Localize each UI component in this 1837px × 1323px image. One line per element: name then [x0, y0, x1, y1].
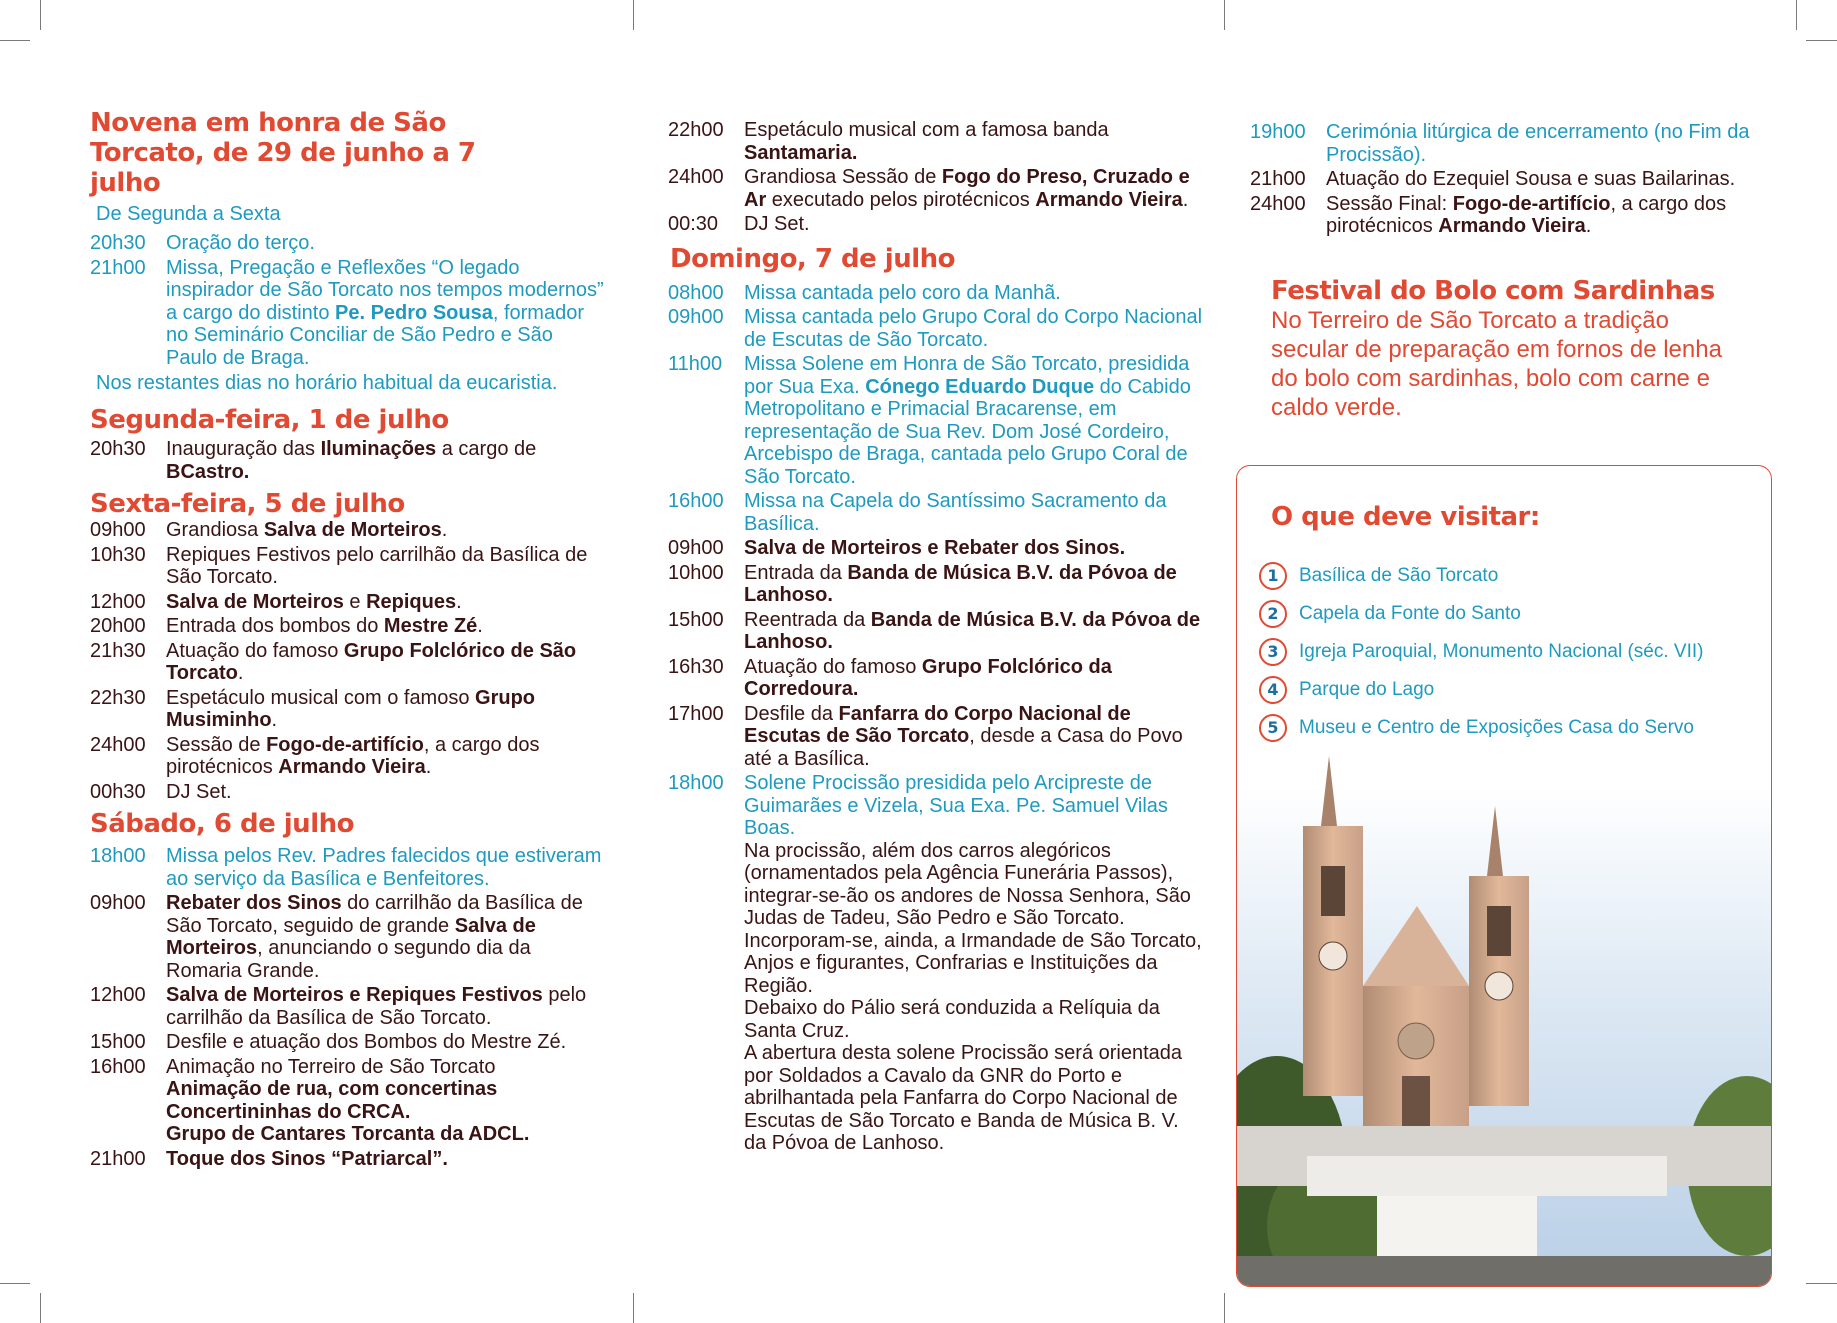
- schedule-row: [668, 537, 1203, 560]
- schedule-row: [90, 591, 605, 614]
- description: Rebater dos Sinos do carrilhão da Basílica de São Torcato, seguido de grande Salva de Morteiros, anunciando o segundo dia da Romaria Grande.: [166, 892, 583, 982]
- time: 21h00: [90, 1147, 146, 1170]
- festival-text: No Terreiro de São Torcato a tradição secular de preparação em fornos de lenha do bolo com sardinhas, bolo com carne e caldo verde.: [1271, 307, 1722, 421]
- description: Entrada dos bombos do Mestre Zé.: [166, 615, 483, 637]
- novena-note: Nos restantes dias no horário habitual da eucaristia.: [96, 372, 558, 394]
- crop-mark: [1806, 1283, 1837, 1284]
- time: 17h00: [668, 702, 724, 725]
- fold-mark: [633, 1293, 634, 1323]
- description: Atuação do famoso Grupo Folclórico da Corredoura.: [744, 655, 1112, 700]
- place-label: Capela da Fonte do Santo: [1299, 603, 1521, 624]
- description: Espetáculo musical com o famoso Grupo Musiminho.: [166, 686, 536, 731]
- schedule-row: [90, 519, 605, 542]
- domingo-title: Domingo, 7 de julho: [670, 243, 956, 274]
- place-label: Basílica de São Torcato: [1299, 565, 1499, 586]
- time: 15h00: [668, 608, 724, 631]
- place-label: Igreja Paroquial, Monumento Nacional (séc. VII): [1299, 641, 1704, 662]
- description: Entrada da Banda de Música B.V. da Póvoa de Lanhoso.: [744, 561, 1177, 606]
- fold-mark: [1224, 1293, 1225, 1323]
- visit-box: [1236, 465, 1772, 1287]
- schedule-row: [90, 734, 605, 779]
- time: 20h00: [90, 615, 146, 637]
- column-2: [668, 119, 1203, 1157]
- schedule-row: [90, 257, 605, 370]
- schedule-row: [1250, 193, 1790, 238]
- fold-mark: [633, 0, 634, 30]
- time: 09h00: [668, 306, 724, 328]
- description: Solene Procissão presidida pelo Arcipreste de Guimarães e Vizela, Sua Exa. Pe. Samuel Vilas Boas. Na procissão, além dos carros alegóricos (ornamentados pela Agência Funerária Passos), integrar-se-ão os andores de Nossa Senhora, São Judas de Tadeu, São Pedro e São Torcato. Incorporam-se, ainda, a Irmandade de São Torcato, Anjos e figurantes, Confrarias e Instituições da Região. Debaixo do Pálio será conduzida a Relíquia da Santa Cruz. A abertura desta solene Procissão será orientada por Soldados a Cavalo da GNR do Porto e abrilhantada pela Fanfarra do Corpo Nacional de Escutas de São Torcato e Banda de Música B. V. da Póvoa de Lanhoso.: [744, 772, 1202, 1154]
- description: Grandiosa Salva de Morteiros.: [166, 519, 448, 541]
- schedule-row: [90, 845, 605, 890]
- schedule-row: [668, 119, 1203, 164]
- time: 24h00: [1250, 192, 1306, 215]
- schedule-row: [90, 687, 605, 732]
- description: Missa cantada pelo coro da Manhã.: [744, 281, 1061, 304]
- time: 12h00: [90, 590, 146, 613]
- description: DJ Set.: [166, 780, 232, 803]
- novena-title: Novena em honra de São Torcato, de 29 de junho a 7 julho: [90, 108, 476, 198]
- festival-title: Festival do Bolo com Sardinhas: [1271, 276, 1715, 306]
- schedule-row: [668, 703, 1203, 771]
- time: 16h00: [90, 1055, 146, 1078]
- column-1: [90, 108, 605, 1172]
- description: Salva de Morteiros e Repiques.: [166, 590, 462, 613]
- description: Missa cantada pelo Grupo Coral do Corpo Nacional de Escutas de São Torcato.: [744, 306, 1203, 351]
- schedule-row: [668, 353, 1203, 488]
- time: 19h00: [1250, 121, 1306, 143]
- crop-mark: [1796, 0, 1797, 30]
- time: 00:30: [668, 213, 719, 235]
- schedule-row: [90, 781, 605, 804]
- number-badge: 4: [1259, 676, 1287, 704]
- crop-mark: [1806, 40, 1837, 41]
- place-label: Museu e Centro de Exposições Casa do Servo: [1299, 717, 1694, 738]
- column-3: [1250, 121, 1790, 240]
- time: 12h00: [90, 984, 146, 1006]
- schedule-row: [668, 562, 1203, 607]
- description: Espetáculo musical com a famosa banda Santamaria.: [744, 119, 1109, 164]
- schedule-row: [668, 656, 1203, 701]
- schedule-row: [90, 232, 605, 255]
- description: Oração do terço.: [166, 232, 315, 254]
- description: Salva de Morteiros e Rebater dos Sinos.: [744, 537, 1126, 559]
- description: Sessão de Fogo-de-artifício, a cargo dos pirotécnicos Armando Vieira.: [166, 733, 540, 778]
- description: Sessão Final: Fogo-de-artifício, a cargo dos pirotécnicos Armando Vieira.: [1326, 192, 1727, 237]
- schedule-row: [90, 1031, 605, 1054]
- schedule-row: [668, 490, 1203, 535]
- time: 00h30: [90, 780, 146, 803]
- description: Desfile e atuação dos Bombos do Mestre Zé.: [166, 1031, 567, 1053]
- time: 15h00: [90, 1031, 146, 1053]
- description: Desfile da Fanfarra do Corpo Nacional de Escutas de São Torcato, desde a Casa do Povo até a Basílica.: [744, 702, 1183, 770]
- description: Missa na Capela do Santíssimo Sacramento da Basílica.: [744, 490, 1167, 535]
- segunda-title: Segunda-feira, 1 de julho: [90, 405, 449, 435]
- description: Toque dos Sinos “Patriarcal”.: [166, 1147, 448, 1170]
- schedule-row: [668, 772, 1203, 1155]
- description: Missa, Pregação e Reflexões “O legado inspirador de São Torcato nos tempos modernos” a cargo do distinto Pe. Pedro Sousa, formador no Seminário Conciliar de São Pedro e São Paulo de Braga.: [166, 256, 604, 369]
- crop-mark: [0, 1283, 30, 1284]
- time: 21h30: [90, 639, 146, 662]
- crop-mark: [40, 0, 41, 30]
- number-badge: 2: [1259, 600, 1287, 628]
- schedule-row: [668, 609, 1203, 654]
- time: 20h30: [90, 438, 146, 460]
- crop-mark: [0, 40, 30, 41]
- description: Salva de Morteiros e Repiques Festivos pelo carrilhão da Basílica de São Torcato.: [166, 984, 587, 1029]
- visit-title: O que deve visitar:: [1271, 502, 1540, 532]
- time: 22h00: [668, 119, 724, 141]
- description: Cerimónia litúrgica de encerramento (no Fim da Procissão).: [1326, 121, 1750, 166]
- place-label: Parque do Lago: [1299, 679, 1435, 700]
- time: 22h30: [90, 686, 146, 709]
- description: Missa Solene em Honra de São Torcato, presidida por Sua Exa. Cónego Eduardo Duque do Cabido Metropolitano e Primacial Bracarense, em representação de Sua Rev. Dom José Cordeiro, Arcebispo de Braga, cantada pelo Grupo Coral de São Torcato.: [744, 353, 1191, 488]
- description: DJ Set.: [744, 213, 810, 235]
- schedule-row: [90, 984, 605, 1029]
- fold-mark: [1224, 0, 1225, 30]
- schedule-row: [1250, 121, 1790, 166]
- festival-section: [1271, 276, 1751, 422]
- schedule-row: [90, 1148, 605, 1171]
- number-badge: 1: [1259, 562, 1287, 590]
- description: Repiques Festivos pelo carrilhão da Basílica de São Torcato.: [166, 543, 588, 588]
- time: 24h00: [668, 166, 724, 188]
- schedule-row: [1250, 168, 1790, 191]
- time: 11h00: [668, 353, 723, 375]
- time: 10h00: [668, 561, 724, 584]
- description: Atuação do Ezequiel Sousa e suas Bailarinas.: [1326, 168, 1736, 190]
- description: Missa pelos Rev. Padres falecidos que estiveram ao serviço da Basílica e Benfeitores.: [166, 845, 602, 890]
- schedule-row: [90, 1056, 605, 1146]
- crop-mark: [40, 1293, 41, 1323]
- time: 09h00: [90, 892, 146, 914]
- schedule-row: [668, 166, 1203, 211]
- number-badge: 3: [1259, 638, 1287, 666]
- schedule-row: [90, 615, 605, 638]
- basilica-image: [1237, 466, 1771, 1286]
- novena-subtitle: De Segunda a Sexta: [96, 203, 281, 225]
- time: 20h30: [90, 232, 146, 254]
- time: 10h30: [90, 543, 146, 566]
- schedule-row: [90, 640, 605, 685]
- time: 16h00: [668, 490, 724, 512]
- time: 09h00: [90, 519, 146, 541]
- time: 21h00: [90, 256, 146, 279]
- time: 18h00: [90, 845, 146, 867]
- description: Grandiosa Sessão de Fogo do Preso, Cruzado e Ar executado pelos pirotécnicos Armando Vieira.: [744, 166, 1190, 211]
- time: 16h30: [668, 655, 724, 678]
- schedule-row: [668, 306, 1203, 351]
- schedule-row: [90, 892, 605, 982]
- number-badge: 5: [1259, 714, 1287, 742]
- description: Atuação do famoso Grupo Folclórico de São Torcato.: [166, 639, 577, 684]
- sabado-title: Sábado, 6 de julho: [90, 809, 354, 839]
- schedule-row: [668, 282, 1203, 305]
- schedule-row: [668, 213, 1203, 236]
- time: 08h00: [668, 281, 724, 304]
- time: 09h00: [668, 537, 724, 559]
- sexta-title: Sexta-feira, 5 de julho: [90, 489, 405, 519]
- time: 21h00: [1250, 168, 1306, 190]
- time: 24h00: [90, 733, 146, 756]
- description: Reentrada da Banda de Música B.V. da Póvoa de Lanhoso.: [744, 608, 1201, 653]
- description: Inauguração das Iluminações a cargo de BCastro.: [166, 438, 537, 483]
- description: Animação no Terreiro de São Torcato Animação de rua, com concertinas Concertininhas do CRCA. Grupo de Cantares Torcanta da ADCL.: [166, 1055, 530, 1145]
- schedule-row: [90, 438, 605, 483]
- schedule-row: [90, 544, 605, 589]
- time: 18h00: [668, 772, 724, 794]
